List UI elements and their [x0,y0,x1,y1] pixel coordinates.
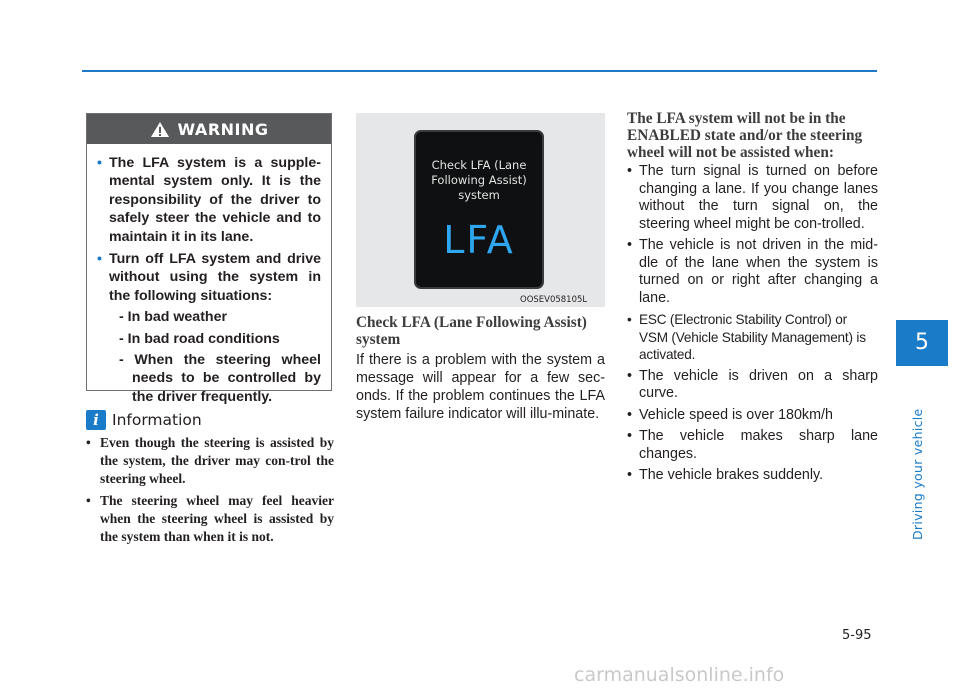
bullet-icon: • [627,428,633,444]
bullet-icon: • [86,493,91,508]
bullet-icon: • [86,435,91,450]
bullet-icon: • [627,312,632,327]
bullet-icon: • [627,367,633,384]
list-item [627,311,878,364]
warning-box [86,113,332,405]
list-item-text: Even though the steering is assisted by the system, the driver may con-trol the steering wheel. [100,435,334,486]
page-number: 5-95 [842,628,872,643]
bullet-icon: • [97,155,102,171]
bullet-icon: • [97,251,102,268]
list-item [86,434,334,488]
list-item-text: The vehicle makes sharp lane changes. [639,428,878,462]
list-item [627,407,878,425]
list-item [86,492,334,546]
information-label: Information [112,411,202,429]
warning-subitem: - In bad weather [119,309,227,326]
cluster-display [414,130,544,289]
image-code: OOSEV058105L [520,295,588,305]
list-item [627,368,878,403]
chapter-number-tab[interactable]: 5 [896,320,948,366]
warning-subitem: - When the steering wheel needs to be controlled by the driver frequently. [119,352,321,405]
check-lfa-heading: Check LFA (Lane Following Assist) system [356,314,587,348]
warning-item-text: Turn off LFA system and drive without using the system in the following situations: [109,251,321,304]
header-rule [82,70,877,72]
information-list [86,434,334,550]
list-item-text: Vehicle speed is over 180km/h [639,406,833,423]
bullet-icon: • [627,467,633,483]
cluster-message: Check LFA (Lane Following Assist) system [431,158,527,202]
list-item [627,428,878,463]
warning-item-text: The LFA system is a supple-mental system only. It is the responsibility of the driver to safely steer the vehicle and to maintain it in its lane. [109,155,321,245]
warning-label: WARNING [177,119,269,139]
list-item [627,467,878,485]
list-item-text: The turn signal is turned on before changing a lane. If you change lanes without the turn signal on, the steering wheel might be con-trolled. [639,163,878,232]
list-item-text: The vehicle brakes suddenly. [639,467,824,483]
warning-triangle-icon [150,121,170,138]
chapter-title: Driving your vehicle [910,408,925,540]
list-item-text: The vehicle is driven on a sharp curve. [639,367,878,401]
bullet-icon: • [627,406,633,423]
warning-item [99,250,321,406]
warning-item [99,154,321,246]
list-item-text: The steering wheel may feel heavier when the steering wheel is assisted by the system than when it is not. [100,493,334,544]
lfa-indicator: LFA [443,218,515,262]
warning-body [87,144,331,406]
check-lfa-body: If there is a problem with the system a message will appear for a few sec-onds. If the problem continues the LFA system failure indicator will illu-minate. [356,352,605,422]
not-enabled-list [627,163,878,489]
information-header [86,410,202,430]
list-item [627,163,878,233]
warning-subitem: - In bad road conditions [119,330,280,347]
warning-header [87,114,331,144]
list-item-text: ESC (Electronic Stability Control) or VSM (Vehicle Stability Management) is activated. [639,312,866,362]
watermark[interactable]: carmanualsonline.info [574,664,785,686]
bullet-icon: • [627,237,633,253]
bullet-icon: • [627,163,633,179]
list-item-text: The vehicle is not driven in the mid-dle of the lane when the system is turned on or right after changing a lane. [639,237,878,306]
not-enabled-heading: The LFA system will not be in the ENABLED state and/or the steering wheel will not be assisted when: [627,110,863,161]
info-i-icon: i [86,410,106,430]
list-item [627,237,878,307]
